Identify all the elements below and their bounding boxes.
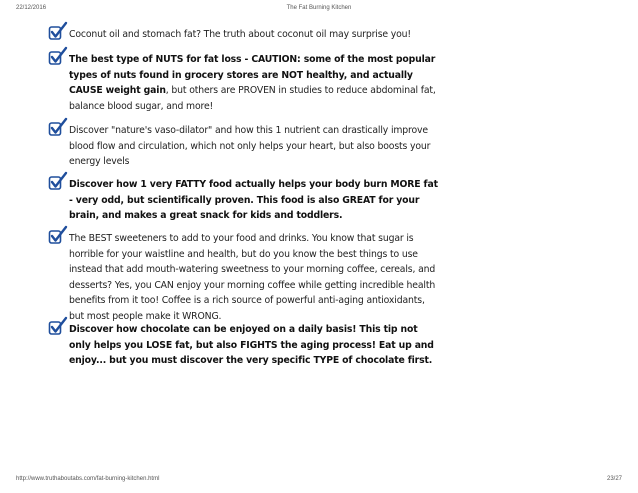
list-item-text: Discover how 1 very FATTY food actually helps your body burn MORE fat - very odd, but scientifically proven. This food is also GREAT for your brain, and makes a great snack for kids and toddlers. xyxy=(69,179,438,221)
print-date: 22/12/2016 xyxy=(16,5,47,11)
list-item xyxy=(48,177,438,231)
list-item-bold-text: The best type of NUTS for fat loss - CAUTION: some of the most popular types of nuts found in grocery stores are NOT healthy, and actually CAUSE weight gain xyxy=(69,54,436,96)
list-item-text: The BEST sweeteners to add to your food and drinks. You know that sugar is horrible for your waistline and health, but do you know the best things to use instead that add mouth-watering sweetness to your morning coffee, cereals, and desserts? Yes, you CAN enjoy your morning coffee while getting incredible health benefits from it too! Coffee is a rich source of powerful anti-aging antioxidants, but most people make it WRONG. xyxy=(69,233,436,322)
footer-url: http://www.truthaboutabs.com/fat-burning-kitchen.html xyxy=(16,476,160,482)
list-item-text-after: , but others are PROVEN in studies to reduce abdominal fat, balance blood sugar, and more! xyxy=(69,85,436,112)
bullet-list xyxy=(48,27,438,369)
list-item-text: Coconut oil and stomach fat? The truth about coconut oil may surprise you! xyxy=(69,29,411,40)
list-item xyxy=(48,27,438,52)
list-item xyxy=(48,52,438,123)
checkmark-icon xyxy=(48,117,68,137)
checkmark-icon xyxy=(48,171,68,191)
list-item xyxy=(48,322,438,369)
checkmark-icon xyxy=(48,46,68,66)
list-item-text: Discover how chocolate can be enjoyed on a daily basis! This tip not only helps you LOSE fat, but also FIGHTS the aging process! Eat up and enjoy... but you must discover the very specific TYPE of chocolate first. xyxy=(69,324,434,366)
page-title: The Fat Burning Kitchen xyxy=(286,5,352,11)
page-number: 23/27 xyxy=(606,476,622,482)
list-item-text: Discover "nature's vaso-dilator" and how this 1 nutrient can drastically improve blood flow and circulation, which not only helps your heart, but also boosts your energy levels xyxy=(69,125,431,167)
checkmark-icon xyxy=(48,21,68,41)
checkmark-icon xyxy=(48,225,68,245)
list-item xyxy=(48,123,438,177)
list-item xyxy=(48,231,438,322)
checkmark-icon xyxy=(48,316,68,336)
list-item-text xyxy=(69,52,438,114)
